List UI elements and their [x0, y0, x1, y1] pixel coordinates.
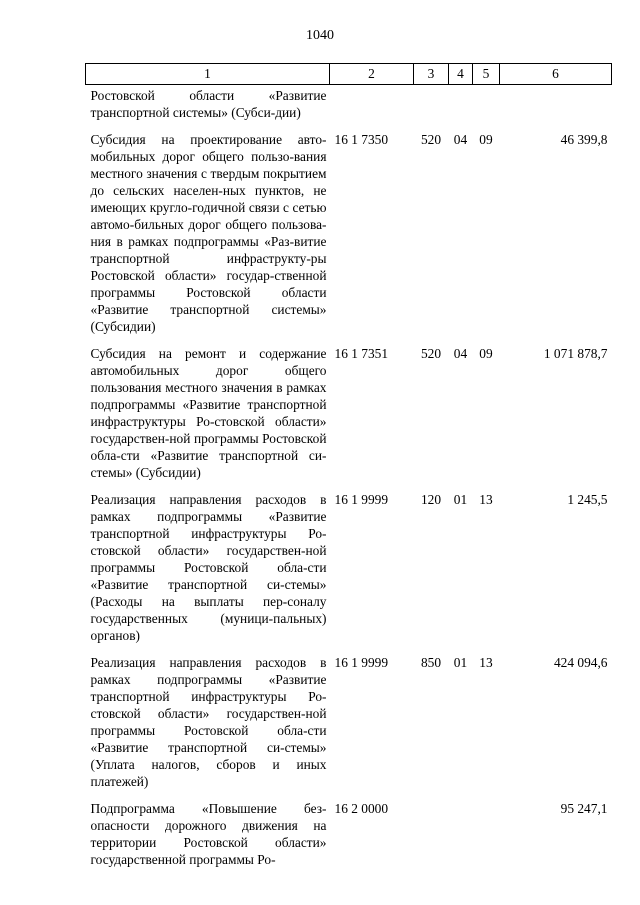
row-section: 01 [453, 492, 468, 507]
row-expense-type [414, 800, 449, 878]
row-amount: 424 094,6 [553, 655, 608, 670]
table-header-row [86, 64, 612, 85]
row-target-code: 16 1 9999 [334, 655, 389, 670]
row-subsection: 09 [479, 346, 493, 361]
row-description: Подпрограмма «Повышение без-опасности дорожного движения на территории Ростовской области» государственной программы Ро- [90, 801, 327, 867]
row-description: Реализация направления расходов в рамках подпрограммы «Развитие транспортной инфраструктуры Ро-стовской области» государствен-ной программы Ростовской обла-сти «Развитие транспортной си-стемы» (Уплата налогов, сборов и иных платежей) [90, 655, 327, 789]
row-target-code: 16 2 0000 [334, 801, 389, 816]
row-amount [500, 85, 612, 132]
row-section [449, 800, 473, 878]
table-row [86, 85, 612, 132]
row-section: 01 [453, 655, 468, 670]
row-amount: 95 247,1 [560, 801, 608, 816]
row-target-code: 16 1 7351 [334, 346, 389, 361]
table-row [86, 491, 612, 654]
table-row [86, 800, 612, 878]
table-row [86, 654, 612, 800]
table-body [86, 85, 612, 879]
budget-table [85, 63, 612, 878]
row-expense-type: 520 [420, 346, 442, 361]
row-description: Субсидия на ремонт и содержание автомобильных дорог общего пользования местного значения в рамках подпрограммы «Развитие транспортной инфраструктуры Ро-стовской области» государствен-ной программы Ростовской обла-сти «Развитие транспортной си-стемы» (Субсидии) [90, 346, 327, 480]
row-amount: 1 071 878,7 [543, 346, 608, 361]
row-description: Субсидия на проектирование авто-мобильных дорог общего пользо-вания местного значения с твердым покрытием до сельских населен-ных пунктов, не имеющих кругло-годичной связи с сетью автомо-бильных дорог общего пользова-ния в рамках подпрограммы «Раз-витие транспортной инфраструкту-ры Ростовской области» государ-ственной программы Ростовской области «Развитие транспортной системы» (Субсидии) [90, 132, 327, 334]
row-subsection: 13 [479, 492, 493, 507]
row-expense-type: 120 [420, 492, 442, 507]
row-subsection: 13 [479, 655, 493, 670]
row-subsection [473, 85, 500, 132]
row-amount: 46 399,8 [560, 132, 608, 147]
row-target-code: 16 1 9999 [334, 492, 389, 507]
row-section: 04 [453, 346, 468, 361]
row-section [449, 85, 473, 132]
column-header: 3 [414, 64, 449, 85]
row-target-code [330, 85, 414, 132]
column-header: 5 [473, 64, 500, 85]
row-subsection [473, 800, 500, 878]
table-row [86, 345, 612, 491]
row-section: 04 [453, 132, 468, 147]
row-description: Реализация направления расходов в рамках подпрограммы «Развитие транспортной инфраструктуры Ро-стовской области» государствен-ной программы Ростовской обла-сти «Развитие транспортной си-стемы» (Расходы на выплаты пер-соналу государственных (муници-пальных) органов) [90, 492, 327, 643]
table-row [86, 131, 612, 345]
column-header: 6 [500, 64, 612, 85]
row-description: Ростовской области «Развитие транспортной системы» (Субси-дии) [90, 88, 327, 120]
row-expense-type [414, 85, 449, 132]
column-header: 2 [330, 64, 414, 85]
row-subsection: 09 [479, 132, 493, 147]
column-header: 1 [86, 64, 330, 85]
row-amount: 1 245,5 [567, 492, 608, 507]
row-target-code: 16 1 7350 [334, 132, 389, 147]
page-number: 1040 [306, 28, 334, 43]
row-expense-type: 850 [420, 655, 442, 670]
column-header: 4 [449, 64, 473, 85]
row-expense-type: 520 [420, 132, 442, 147]
